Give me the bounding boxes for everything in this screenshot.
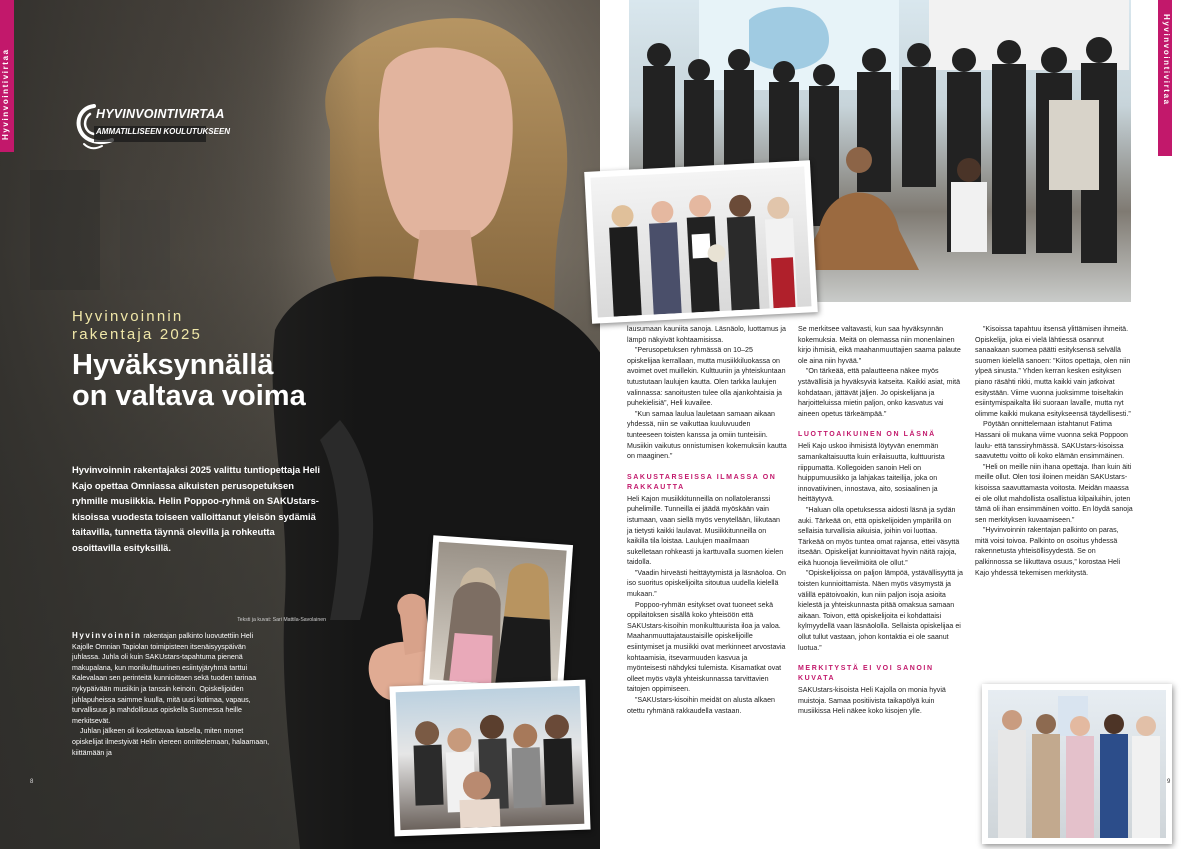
kicker-line-1: Hyvinvoinnin <box>72 308 184 325</box>
body-paragraph: SAKUstars-kisoista Heli Kajolla on monia hyviä muistoja. Samaa positiivista taikapölyä kuin musiikissa Heli näkee koko kisojen ylle. <box>798 686 946 716</box>
photo-inset-award <box>584 160 818 324</box>
body-paragraph: ”Opiskelijoissa on paljon lämpöä, ystävällisyyttä ja toisten kunnioittamista. Näen myös väsymystä ja välillä epätoivoakin, kun niin paljon isoja asioita kielestä ja yhteiskunnasta pitää omaksua samaan aikaan. Toivon, että opiskelijoita ei kohdattaisi kylmyydellä vaan läsnäololla. Sellaista opiskelijaa ei ollut tullut vastaan, johon kontaktia ei ole saanut luotua.” <box>798 569 963 652</box>
body-paragraph: Pöytään onnittelemaan istahtanut Fatima Hassani oli mukana viime vuonna sekä Poppoon laulu- että tanssiryhmässä. SAKUstars-kisoissa saavutettu voitto oli koko elämän ensimmäinen. <box>975 420 1129 461</box>
headline: Hyväksynnällä on valtava voima <box>72 349 306 412</box>
body-paragraph: Heli Kajon musiikkitunneilla on nollatoleranssi puhelimille. Tunneilla ei jäädä myöskään vain istumaan, vaan siellä myös venytellään, liikutaan ja tietysti kaikki laulavat. Musiikkitunneilla on kaikilla tila loistaa. Laulujen maailmaan sukelletaan rohkeasti ja karttuvalla suomen kielen taidolla. <box>627 494 784 567</box>
subheading: LUOTTOAIKUINEN ON LÄSNÄ <box>798 431 936 439</box>
lead-paragraph: Hyvinvoinnin rakentajaksi 2025 valittu tuntiopettaja Heli Kajo opettaa Omniassa aikuisten perusopetuksen ryhmille musiikkia. Helin Poppoo-ryhmä on SAKUstars-kisoissa vuodesta toiseen valloittanut yleisön sydämiä taitavilla, tunnetta täynnä olevilla ja rohkeutta osoittavilla esityksillä. <box>72 464 320 553</box>
article-column-1 <box>627 324 787 716</box>
body-paragraph: Se merkitsee valtavasti, kun saa hyväksynnän kokemuksia. Meitä on olemassa niin monenlainen kirjo ihmisiä, eikä maahanmuuttajien saama palaute ole aina niin hyvää.” <box>798 325 961 365</box>
article-column-3 <box>975 324 1133 578</box>
duo-photo-art <box>429 542 566 689</box>
body-lead-word: Hyvinvoinnin <box>72 631 142 640</box>
subheading: SAKUSTARSEISSA ILMASSA ON RAKKAUTTA <box>627 473 777 491</box>
body-paragraph: ”On tärkeää, että palautteena näkee myös ystävällisiä ja hyväksyviä katseita. Kaikki asiat, mitä kohdataan, jättävät jäljen. Jo opiskelijana ja harjoitteluissa mietin paljon, onko kasvatus vai aineen opetus tärkeämpää.” <box>798 367 961 418</box>
photo-credit: Teksti ja kuvat: Sari Mattila-Savolainen <box>237 617 326 623</box>
section-tab-label: Hyvinvointivirtaa <box>1 48 10 140</box>
body-paragraph: ”Haluan olla opetuksessa aidosti läsnä ja sydän auki. Tärkeää on, että opiskelijoiden ympärillä on sellaisia turvallisia aikuisia, joihin voi luottaa. Tärkeää on myös tuntea omat rajansa, ettei väsyttä itseään. Opiskelijat kunnioittavat hyvin näitä rajoja, eikä huonoja lieveilmiöitä ole ollut.” <box>798 505 960 567</box>
body-paragraph: ”Hyvinvoinnin rakentajan palkinto on paras, mitä voisi toivoa. Palkinto on osoitus yhdessä rakennetusta yhteisöllisyydestä. Se on palkinnossa se liikuttava osuus,” korostaa Heli Kajo yhdessä tekemisen merkitystä. <box>975 526 1121 577</box>
body-paragraph: ”SAKUstars-kisoihin meidät on alusta alkaen otettu ryhmänä rakkaudella vastaan. <box>627 696 775 715</box>
article-column-2 <box>798 324 964 717</box>
page-number-right: 9 <box>1167 779 1171 785</box>
award-photo-art <box>590 166 811 317</box>
photo-inset-group-selfie <box>389 680 590 837</box>
section-tab-right <box>1158 0 1172 156</box>
body-paragraph: rakentajan palkinto luovutettiin Heli Kajolle Omnian Tapiolan toimipisteen itsenäisyyspäivän juhlassa. Juhla oli kuin SAKUstars-tapahtuma pienenä makupalana, kun monikulttuurinen esiintyjäryhmä tarttui Kalevalaan sen perinteitä kunnioittaen sekä tuoden tarinaa nykypäivään musiikin ja tanssin keinoin. Opiskelijoiden juhlapuheissa saimme kuulla, mitä uusi kotimaa, vapaus, turvallisuus ja mahdollisuus opiskella Suomessa heille merkitsevät. <box>72 632 257 725</box>
photo-inset-duo <box>423 535 573 694</box>
kicker-line-2: rakentaja 2025 <box>72 326 203 343</box>
bottom-photo-art <box>988 690 1166 838</box>
logo-title: HYVINVOINTIVIRTAA <box>96 107 225 121</box>
body-paragraph: ”Vaadin hirveästi heittäytymistä ja läsnäoloa. On iso suoritus opiskelijoilta sitoutua uudella kielellä mukaan.” <box>627 568 786 599</box>
body-paragraph: Poppoo-ryhmän esitykset ovat tuoneet sekä oppilaitoksen sisällä koko yhteisöön että SAKUstars-kisoihin monikulttuurista iloa ja valoa. Maahanmuuttajataustaisille opiskelijoille esiintymiset ja musiikki ovat merkinneet arvostavia kohtaamisia, itsevarmuuden kasvua ja myönteisesti nähdyksi tulemista. Kisamatkat ovat olleet myös väylä yhteiskunnassa tarvittavien taitojen oppimiseen. <box>627 600 786 694</box>
section-tab <box>0 0 14 152</box>
body-paragraph: Heli Kajo uskoo ihmisistä löytyvän enemmän samankaltaisuutta kuin erilaisuutta, kulttuurista riippumatta. Kollegoiden sanoin Heli on huippumuusikko ja lahjakas taiteilija, joka on innovatiivinen, innostava, aito, sosiaalinen ja heittäytyvä. <box>798 442 945 504</box>
photo-inset-group-bottom <box>982 684 1172 844</box>
section-tab-label: Hyvinvointivirtaa <box>1162 14 1171 106</box>
logo-subtitle: AMMATILLISEEN KOULUTUKSEEN <box>96 127 231 136</box>
body-paragraph: ”Kisoissa tapahtuu itsensä ylittämisen ihmeitä. Opiskelija, joka ei vielä lähtiessä osannut sanaakaan suomea päätti esityksensä selvällä suomen kielellä sanoen: ”Kiitos opettaja, olen niin ylpeä sinusta.” Yhden kerran kesken esityksen piano räsähti rikki, mutta kaikki vain jatkoivat esitystään. Viime vuonna juoksimme toiseltakin esiintymispaikalta liki suoraan lavalle, mutta nyt olimme kaikki mukana esitykseensä täydellisesti.” <box>975 325 1131 418</box>
body-paragraph: ”Heli on meille niin ihana opettaja. Ihan kuin äiti meille ollut. Olen tosi iloinen meidän SAKUstars-kisoissa saavuttamasta voitosta. Meidän maassa ei ole ollut mahdollista osallistua kilpailuihin, joten tämä oli ihan ensimmäinen voitto. En löydä sanoja sen merkityksen kuvaamiseen.” <box>975 462 1133 524</box>
body-paragraph: ”Perusopetuksen ryhmässä on 10–25 opiskelijaa kerrallaan, mutta musiikkiluokassa on avoimet ovet muillekin. Kulttuuriin ja yhteiskuntaan tutustutaan laulujen kautta. Olen tarkka laulujen valinnassa: sanoitusten tulee olla ajankohtaisia ja puhekielisiä”, Heli kuvailee. <box>627 346 786 408</box>
article-body-left <box>72 631 272 758</box>
subheading: MERKITYSTÄ EI VOI SANOIN KUVATA <box>798 665 934 683</box>
page-number-left: 8 <box>30 779 34 785</box>
body-paragraph: Juhlan jälkeen oli koskettavaa katsella, miten monet opiskelijat ilmestyivät Helin viereen onnittelemaan, halaamaan, kiittämään ja <box>72 727 270 757</box>
body-paragraph: ”Kun samaa laulua lauletaan samaan aikaan yhdessä, niin se vaikuttaa kuuluvuuden tunteeseen toisten kanssa ja omiin tunteisiin. Musiikin vaikutus onnistumisen kokemuksiin kautta on maaginen.” <box>627 409 787 461</box>
body-paragraph: lausumaan kauniita sanoja. Läsnäolo, luottamus ja lämpö näkyivät kohtaamisissa. <box>627 325 786 344</box>
selfie-photo-art <box>396 686 585 830</box>
